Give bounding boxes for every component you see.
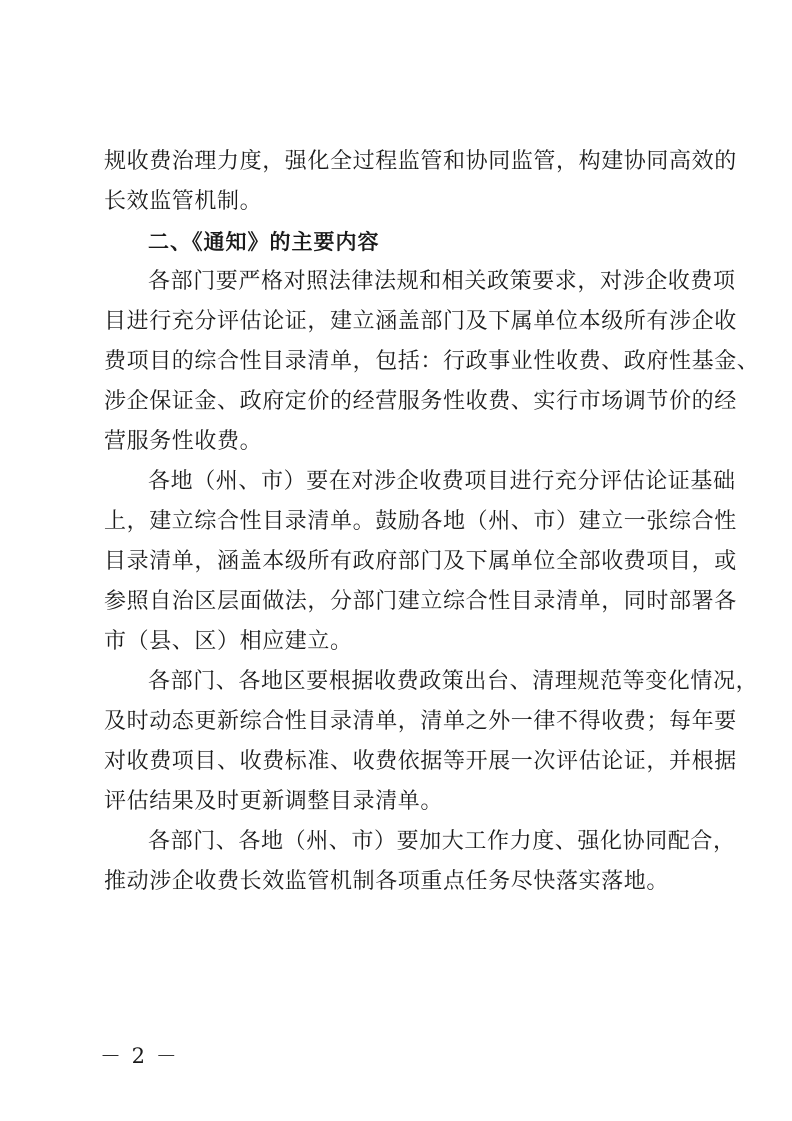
text-line: 对收费项目、收费标准、收费依据等开展一次评估论证，并根据: [104, 749, 737, 774]
text-line: 各部门、各地（州、市）要加大工作力度、强化协同配合，: [148, 829, 736, 854]
paragraph-4: [104, 822, 736, 902]
text-line: 各部门要严格对照法律法规和相关政策要求，对涉企收费项: [148, 269, 736, 294]
text-line: 规收费治理力度，强化全过程监管和协同监管，构建协同高效的: [104, 149, 737, 174]
text-line: 参照自治区层面做法，分部门建立综合性目录清单，同时部署各: [104, 589, 737, 614]
text-line: 推动涉企收费长效监管机制各项重点任务尽快落实落地。: [104, 869, 670, 894]
paragraph-1: [104, 262, 760, 462]
text-line: 评估结果及时更新调整目录清单。: [104, 789, 444, 814]
section-heading: 二、《通知》的主要内容: [148, 230, 380, 254]
text-line: 目进行充分评估论证，建立涵盖部门及下属单位本级所有涉企收: [104, 309, 737, 334]
text-line: 市（县、区）相应建立。: [104, 629, 353, 654]
text-line: 上，建立综合性目录清单。鼓励各地（州、市）建立一张综合性: [104, 509, 737, 534]
continuation-paragraph: [104, 142, 737, 222]
text-line: 各部门、各地区要根据收费政策出台、清理规范等变化情况，: [148, 669, 759, 694]
text-line: 各地（州、市）要在对涉企收费项目进行充分评估论证基础: [148, 469, 736, 494]
paragraph-2: [104, 462, 737, 662]
text-line: 长效监管机制。: [104, 189, 263, 214]
text-line: 目录清单，涵盖本级所有政府部门及下属单位全部收费项目，或: [104, 549, 737, 574]
text-line: 及时动态更新综合性目录清单，清单之外一律不得收费；每年要: [104, 709, 737, 734]
document-body: [104, 142, 760, 902]
text-line: 费项目的综合性目录清单，包括：行政事业性收费、政府性基金、: [104, 349, 760, 374]
text-line: 营服务性收费。: [104, 429, 263, 454]
page-number: － 2 －: [100, 1044, 179, 1068]
paragraph-3: [104, 662, 759, 822]
text-line: 涉企保证金、政府定价的经营服务性收费、实行市场调节价的经: [104, 389, 737, 414]
